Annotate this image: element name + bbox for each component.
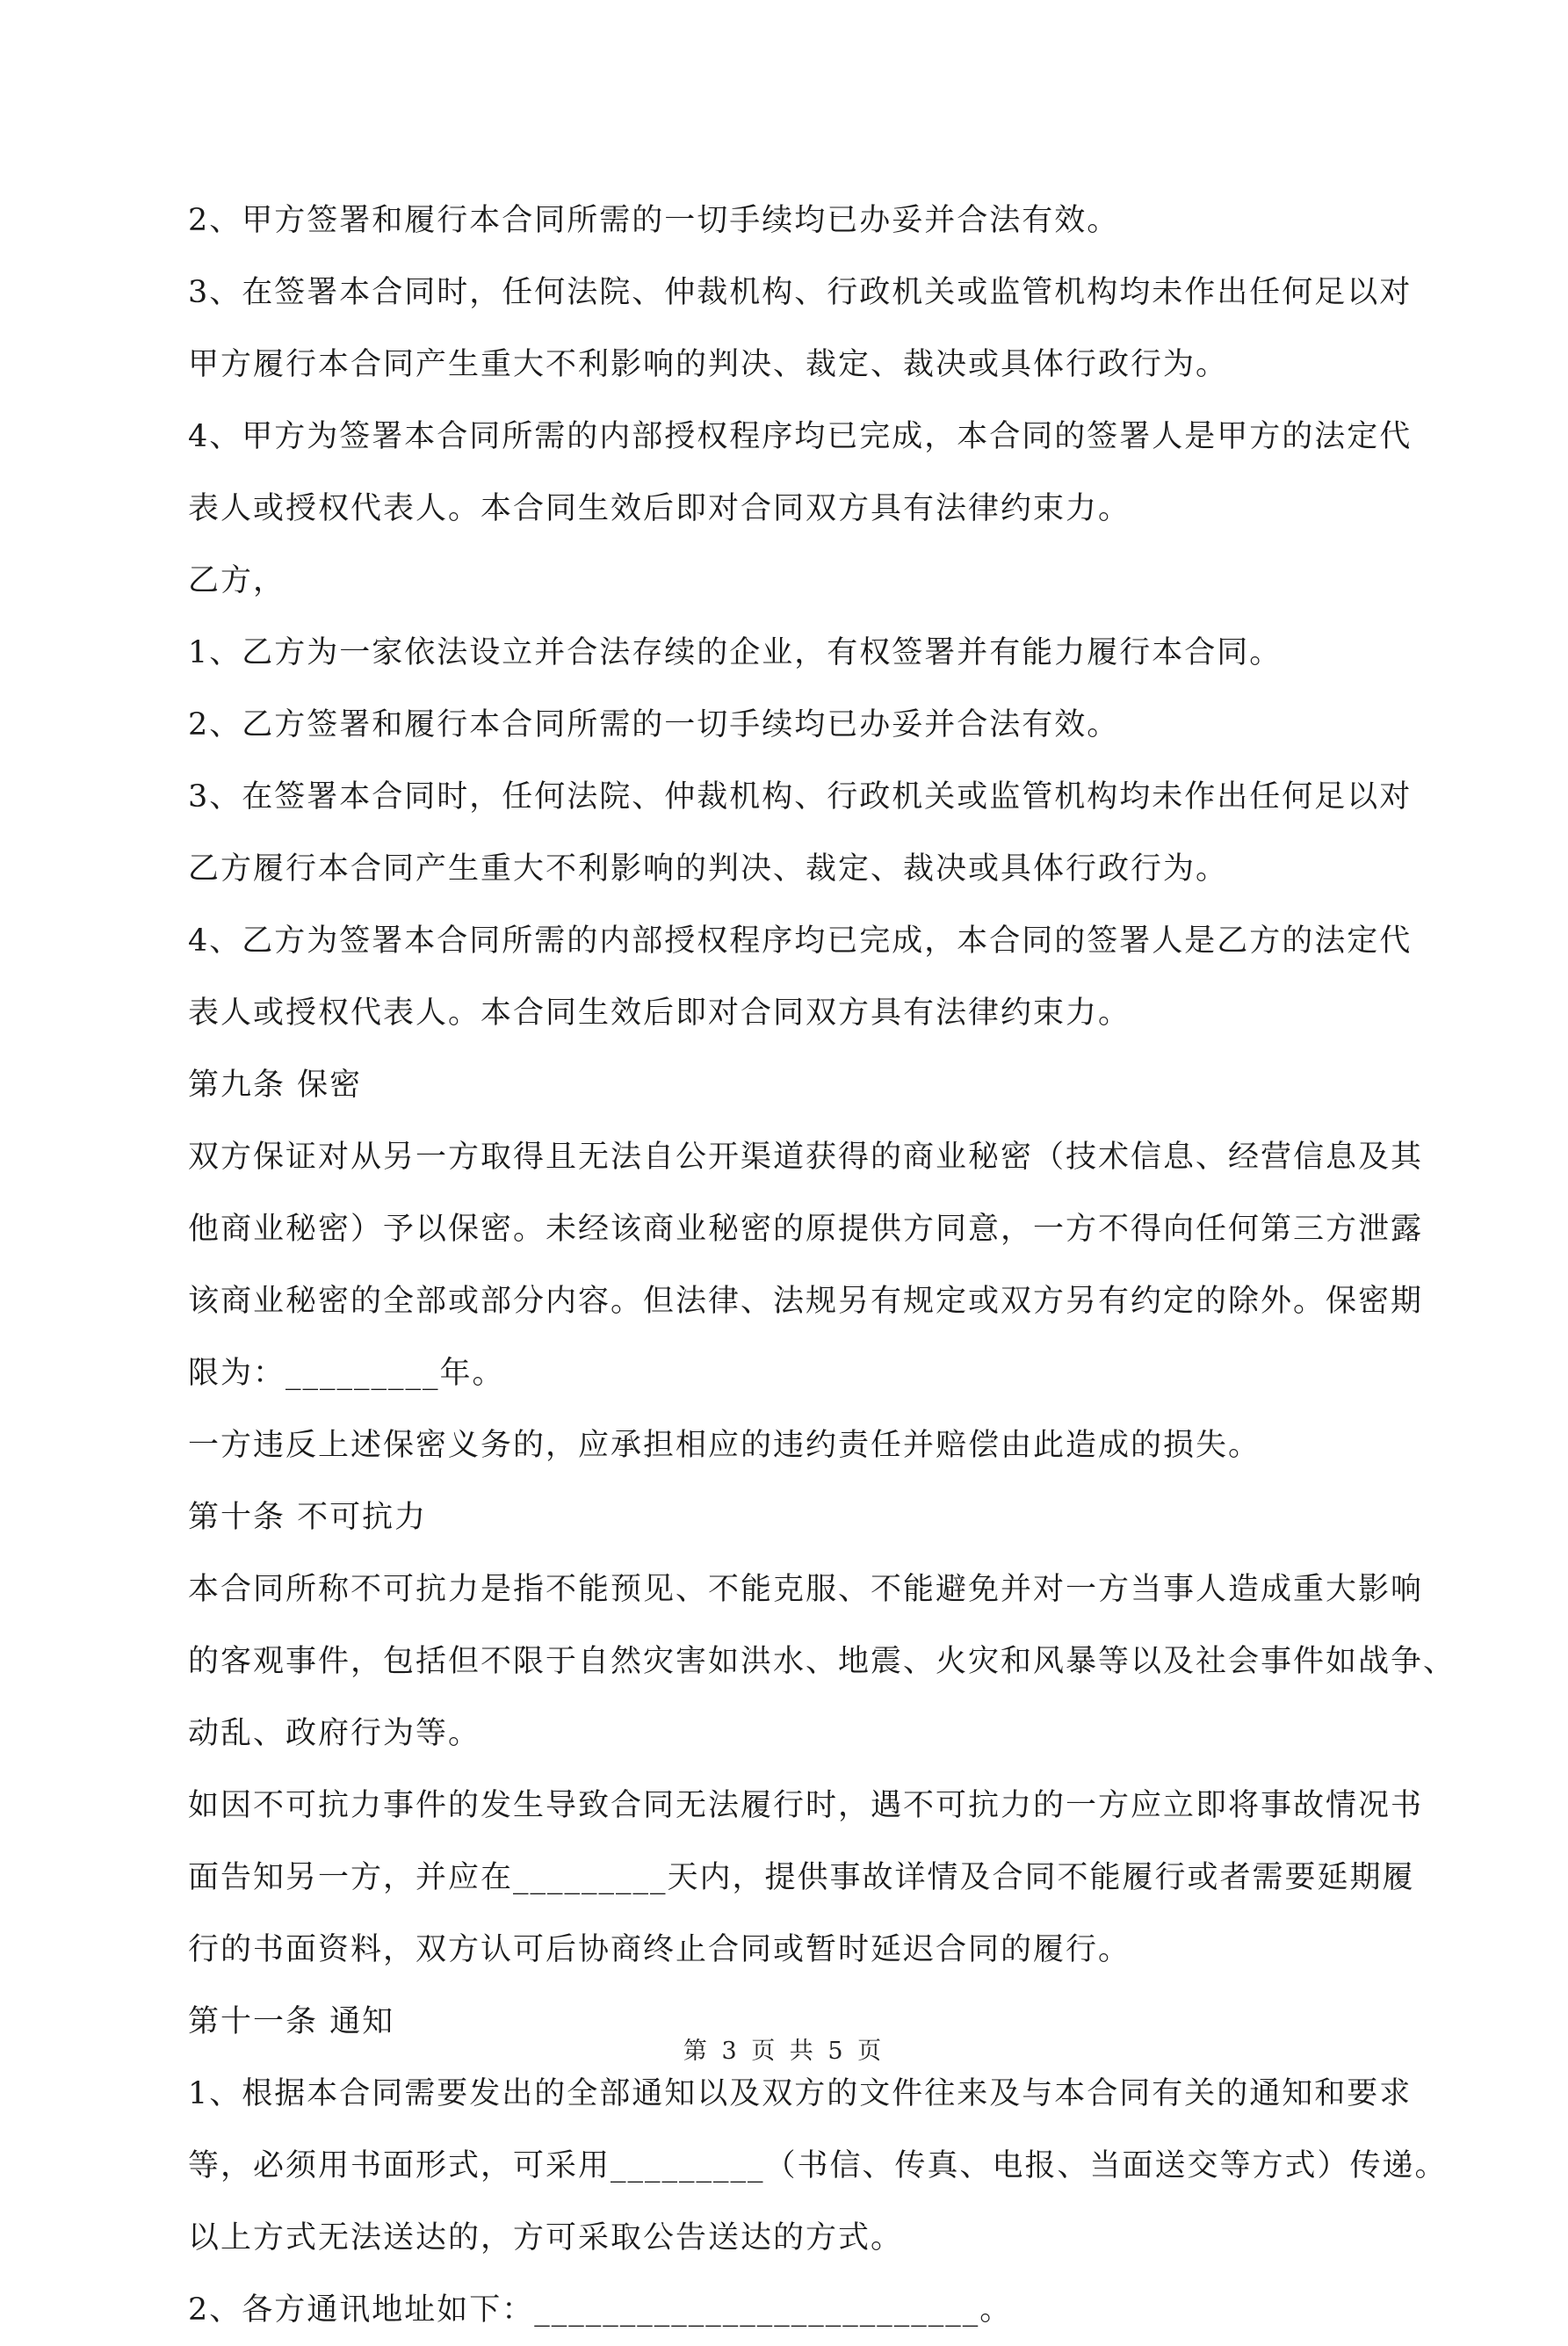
section-heading-force-majeure: 第十条 不可抗力 [188,1500,428,1535]
text-line: 动乱、政府行为等。 [188,1716,481,1751]
text-line: 表人或授权代表人。本合同生效后即对合同双方具有法律约束力。 [188,491,1131,526]
text-line: 3、在签署本合同时，任何法院、仲裁机构、行政机关或监管机构均未作出任何足以对 [188,779,1413,815]
text-line: 乙方， [188,563,286,598]
text-line: 该商业秘密的全部或部分内容。但法律、法规另有规定或双方另有约定的除外。保密期 [188,1284,1424,1319]
text-line: 面告知另一方，并应在_________天内，提供事故详情及合同不能履行或者需要延期履 [188,1860,1415,1895]
text-line: 一方违反上述保密义务的，应承担相应的违约责任并赔偿由此造成的损失。 [188,1428,1261,1463]
text-line: 2、甲方签署和履行本合同所需的一切手续均已办妥并合法有效。 [188,203,1120,238]
text-line: 3、在签署本合同时，任何法院、仲裁机构、行政机关或监管机构均未作出任何足以对 [188,275,1413,310]
text-line: 1、乙方为一家依法设立并合法存续的企业，有权签署并有能力履行本合同。 [188,635,1283,670]
page-number-footer: 第 3 页 共 5 页 [683,2038,885,2065]
text-line: 等，必须用书面形式，可采用_________（书信、传真、电报、当面送交等方式）传递。 [188,2148,1448,2183]
text-line: 本合同所称不可抗力是指不能预见、不能克服、不能避免并对一方当事人造成重大影响 [188,1572,1424,1607]
text-line: 甲方履行本合同产生重大不利影响的判决、裁定、裁决或具体行政行为。 [188,347,1229,382]
text-line: 他商业秘密）予以保密。未经该商业秘密的原提供方同意，一方不得向任何第三方泄露 [188,1212,1424,1247]
text-line: 以上方式无法送达的，方可采取公告送达的方式。 [188,2220,904,2255]
document-body [188,185,1456,2346]
text-line: 表人或授权代表人。本合同生效后即对合同双方具有法律约束力。 [188,996,1131,1031]
text-line: 限为：_________年。 [188,1356,505,1391]
text-line: 的客观事件，包括但不限于自然灾害如洪水、地震、火灾和风暴等以及社会事件如战争、 [188,1644,1456,1679]
text-line: 2、各方通讯地址如下：__________________________。 [188,2292,1013,2328]
text-line: 行的书面资料，双方认可后协商终止合同或暂时延迟合同的履行。 [188,1932,1131,1967]
text-line: 如因不可抗力事件的发生导致合同无法履行时，遇不可抗力的一方应立即将事故情况书 [188,1788,1424,1823]
text-line: 双方保证对从另一方取得且无法自公开渠道获得的商业秘密（技术信息、经营信息及其 [188,1140,1424,1175]
section-heading-confidentiality: 第九条 保密 [188,1068,363,1103]
text-line: 2、乙方签署和履行本合同所需的一切手续均已办妥并合法有效。 [188,707,1120,742]
section-heading-notice: 第十一条 通知 [188,2004,395,2039]
text-line: 4、甲方为签署本合同所需的内部授权程序均已完成，本合同的签署人是甲方的法定代 [188,419,1413,454]
text-line: 乙方履行本合同产生重大不利影响的判决、裁定、裁决或具体行政行为。 [188,851,1229,887]
text-line: 1、根据本合同需要发出的全部通知以及双方的文件往来及与本合同有关的通知和要求 [188,2076,1413,2111]
text-line: 4、乙方为签署本合同所需的内部授权程序均已完成，本合同的签署人是乙方的法定代 [188,923,1413,959]
